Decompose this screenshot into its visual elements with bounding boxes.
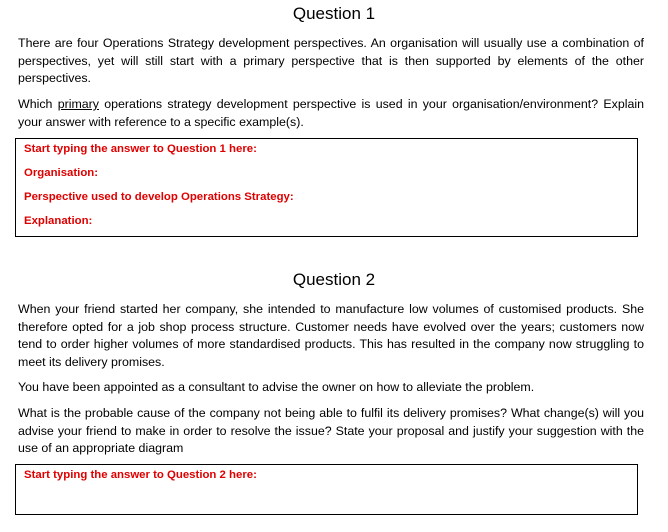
question-1-prompt — [18, 96, 644, 131]
answer-prompt-question-1: Start typing the answer to Question 1 here: — [24, 143, 257, 155]
primary-underlined: primary — [57, 97, 99, 111]
perspective-label: Perspective used to develop Operations Strategy: — [24, 191, 294, 203]
organisation-label: Organisation: — [24, 167, 99, 179]
question-1-prompt-end: operations strategy development perspective is used in your organisation/environment? Explain your answer with reference to a specific example(s). — [18, 97, 645, 129]
explanation-label: Explanation: — [24, 215, 93, 227]
question-2-prompt: What is the probable cause of the company not being able to fulfil its delivery promises? What change(s) will you advise your friend to make in order to resolve the issue? State your proposal and justify your suggestion with the use of an appropriate diagram — [18, 406, 644, 456]
answer-box-question-1[interactable] — [15, 138, 638, 237]
answer-box-question-2[interactable] — [15, 464, 638, 515]
question-2-scenario: When your friend started her company, she intended to manufacture low volumes of customised products. She therefore opted for a job shop process structure. Customer needs have evolved over the years; customers now tend to order higher volumes of more standardised products. This has resulted in the company now struggling to meet its delivery promises. — [18, 302, 644, 369]
question-1-intro: There are four Operations Strategy development perspectives. An organisation will usually use a combination of perspectives, yet will still start with a primary perspective that is then supported by elements of the other perspectives. — [18, 36, 644, 86]
answer-prompt-question-2: Start typing the answer to Question 2 here: — [24, 469, 257, 481]
question-1-title: Question 1 — [292, 4, 376, 23]
question-2-title: Question 2 — [292, 270, 376, 289]
question-1-prompt-start: Which — [18, 97, 58, 111]
question-2-role: You have been appointed as a consultant to advise the owner on how to alleviate the problem. — [18, 380, 535, 394]
